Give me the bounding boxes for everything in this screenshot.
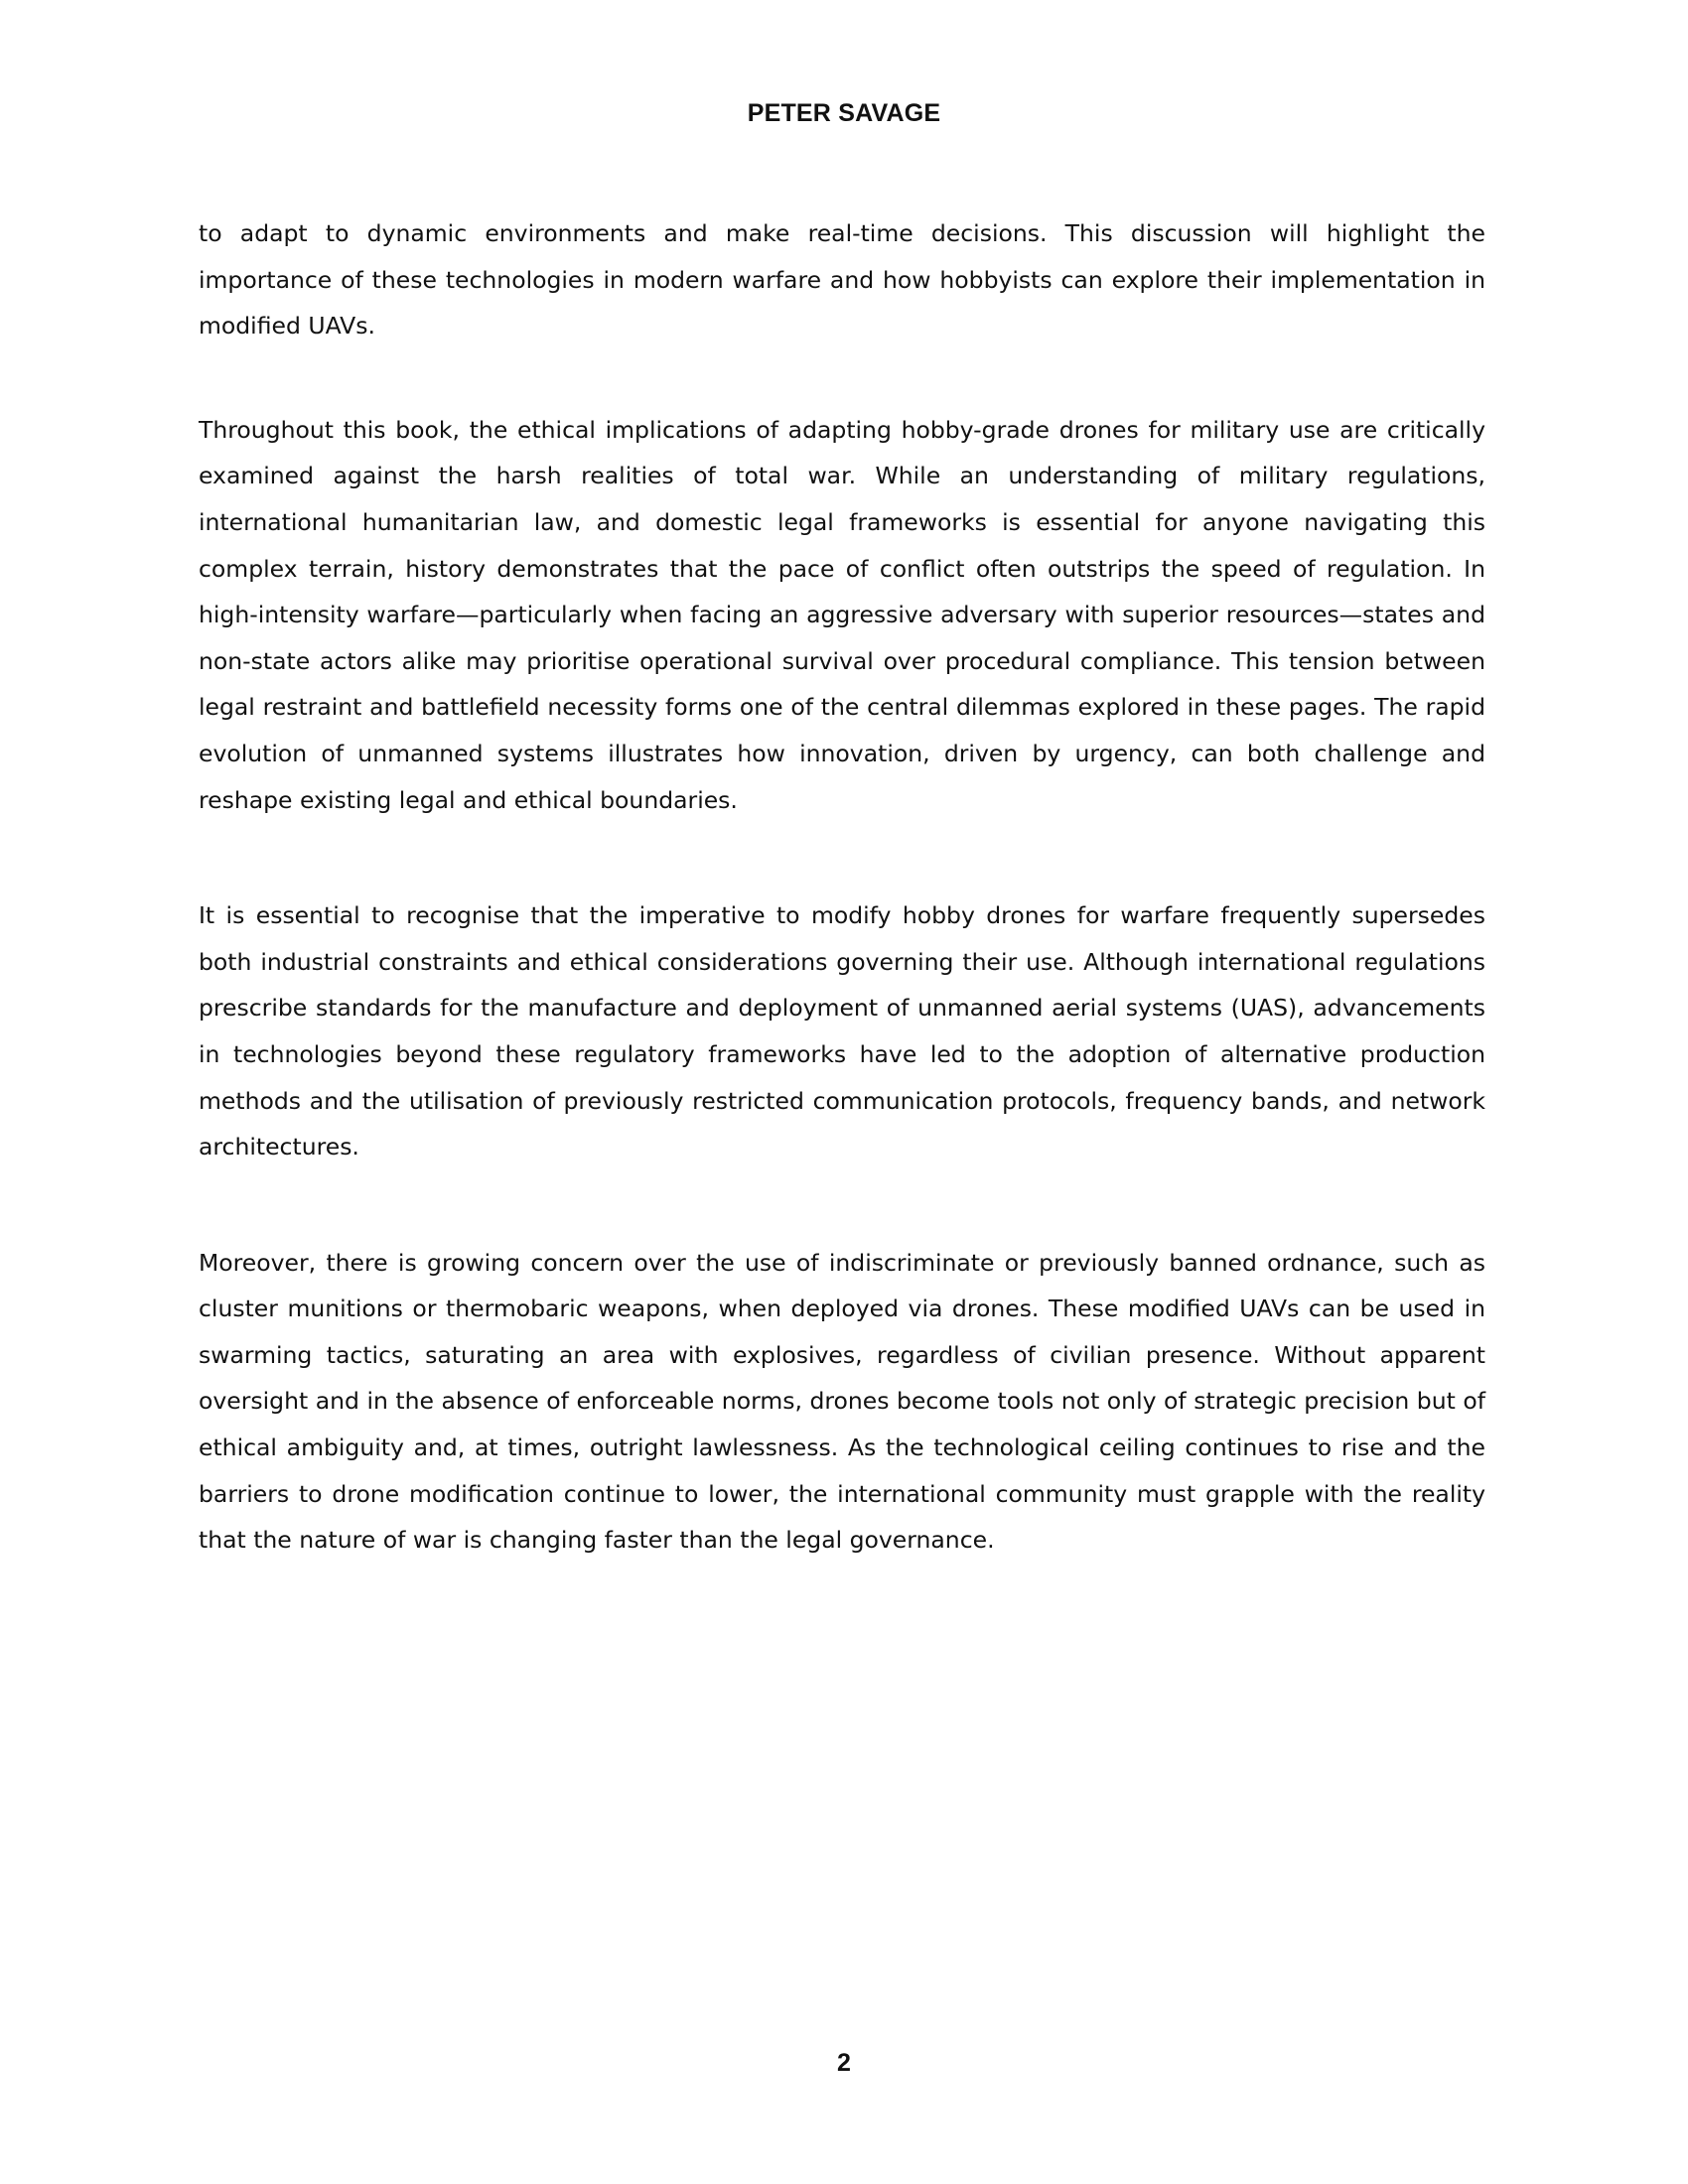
paragraph: It is essential to recognise that the imperative to modify hobby drones for warfare frequently supersedes both industrial constraints and ethical considerations governing their use. Although international regulations prescribe standards for the manufacture and deployment of unmanned aerial systems (UAS), advancements in technologies beyond these regulatory frameworks have led to the adoption of alternative production methods and the utilisation of previously restricted communication protocols, frequency bands, and network architectures. [199,901,1485,1161]
running-header-author: PETER SAVAGE [747,99,941,127]
paragraph: Throughout this book, the ethical implications of adapting hobby-grade drones for military use are critically examined against the harsh realities of total war. While an understanding of military regulations, international humanitarian law, and domestic legal frameworks is essential for anyone navigating this complex terrain, history demonstrates that the pace of conflict often outstrips the speed of regulation. In high-intensity warfare—particularly when facing an aggressive adversary with superior resources—states and non-state actors alike may prioritise operational survival over procedural compliance. This tension between legal restraint and battlefield necessity forms one of the central dilemmas explored in these pages. The rapid evolution of unmanned systems illustrates how innovation, driven by urgency, can both challenge and reshape existing legal and ethical boundaries. [199,415,1485,814]
page-number: 2 [837,2049,851,2077]
body-text [199,210,1485,1564]
paragraph: Moreover, there is growing concern over the use of indiscriminate or previously banned ordnance, such as cluster munitions or thermobaric weapons, when deployed via drones. These modified UAVs can be used in swarming tactics, saturating an area with explosives, regardless of civilian presence. Without apparent oversight and in the absence of enforceable norms, drones become tools not only of strategic precision but of ethical ambiguity and, at times, outright lawlessness. As the technological ceiling continues to rise and the barriers to drone modification continue to lower, the international community must grapple with the reality that the nature of war is changing faster than the legal governance. [199,1248,1485,1555]
paragraph: to adapt to dynamic environments and make real-time decisions. This discussion will highlight the importance of these technologies in modern warfare and how hobbyists can explore their implementation in modified UAVs. [199,219,1485,341]
